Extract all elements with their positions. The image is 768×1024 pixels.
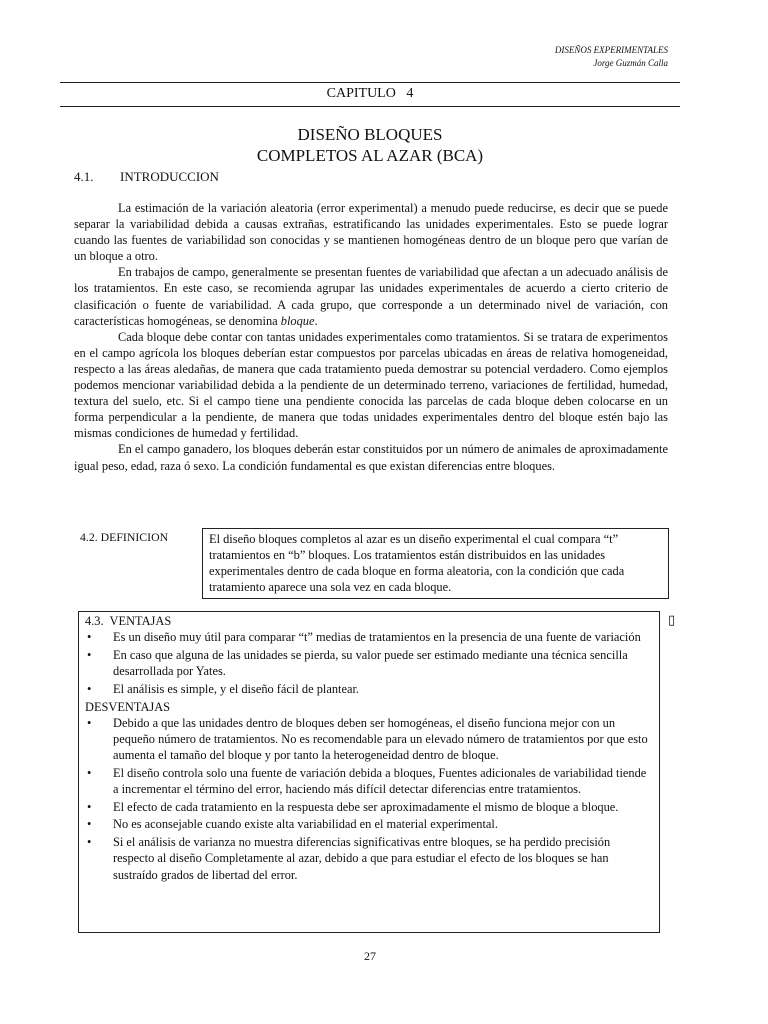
list-item-text: Debido a que las unidades dentro de bloques deben ser homogéneas, el diseño funciona mejor con un pequeño número de tratamientos. No es recomendable para un elevado número de tratamientos por que esto aumenta el tamaño del bloque y por tanto la heterogeneidad dentro de bloque. <box>113 715 648 763</box>
title-line-2: COMPLETOS AL AZAR (BCA) <box>256 146 484 165</box>
desventajas-heading: DESVENTAJAS <box>85 699 171 714</box>
list-item <box>85 715 653 764</box>
list-item-text: No es aconsejable cuando existe alta variabilidad en el material experimental. <box>113 817 498 832</box>
running-head-author: Jorge Guzmán Calla <box>593 58 668 68</box>
running-head-title: DISEÑOS EXPERIMENTALES <box>554 45 668 55</box>
list-item-text: El diseño controla solo una fuente de variación debida a bloques, Fuentes adicionales de variabilidad tiende a incrementar el término del error, haciendo más difícil detectar diferencias entre tratamientos. <box>113 765 647 797</box>
section-title: INTRODUCCION <box>120 169 219 184</box>
intro-paragraph-3: Cada bloque debe contar con tantas unidades experimentales como tratamientos. Si se tratara de experimentos en el campo agrícola los bloques deberían estar compuestos por parcelas ubicadas en áreas de relativa homogeneidad, respecto a las áreas aledañas, de manera que cada tratamiento pueda demostrar su potencial verdadero. Como ejemplos podemos mencionar variabilidad debida a la pendiente de un determinado terreno, variaciones de fertilidad, humedad, textura del suelo, etc. Si el campo tiene una pendiente conocida las parcelas de cada bloque deben colocarse en un forma perpendicular a la pendiente, de manera que todas unidades experimentales dentro del bloque estén bajo las mismas condiciones de humedad y fertilidad. <box>74 329 668 441</box>
intro-paragraph-2-text: En trabajos de campo, generalmente se presentan fuentes de variabilidad que afectan a un adecuado análisis de los tratamientos. En este caso, se recomienda agrupar las unidades experimentales de acuerdo a cierto criterio de clasificación o fuente de variabilidad. A cada grupo, que corresponde a un determinado nivel de variación, con características homogéneas, se denomina <box>74 265 668 328</box>
chapter-rule <box>60 106 680 107</box>
list-item-text: Si el análisis de varianza no muestra diferencias significativas entre bloques, se ha perdido precisión respecto al diseño Completamente al azar, debido a que para estudiar el efecto de los bloques se han sustraído grados de libertad del error. <box>113 835 611 882</box>
list-item <box>85 799 653 815</box>
section-number: 4.1. <box>74 169 94 184</box>
bullet-icon: • <box>87 817 92 832</box>
bullet-icon: • <box>87 681 92 696</box>
top-rule <box>60 82 680 83</box>
bullet-icon: • <box>87 765 92 780</box>
ventajas-box <box>78 611 660 933</box>
chapter-heading: CAPITULO 4 <box>326 86 414 101</box>
list-item <box>85 629 653 645</box>
list-item <box>85 816 653 832</box>
section-heading-introduccion <box>74 169 219 185</box>
bullet-icon: • <box>87 799 92 814</box>
list-item-text: Es un diseño muy útil para comparar “t” medias de tratamientos en la presencia de una fuente de variación <box>113 630 641 645</box>
ventajas-list <box>85 629 653 697</box>
list-item <box>85 681 653 697</box>
placeholder-box-icon: ▯ <box>668 612 676 627</box>
page-title <box>60 124 680 166</box>
page-number: 27 <box>364 949 376 963</box>
running-head <box>555 44 668 70</box>
definition-label: 4.2. DEFINICION <box>80 530 169 544</box>
intro-paragraph-2-end: . <box>314 313 318 328</box>
bullet-icon: • <box>87 630 92 645</box>
ventajas-heading: 4.3. VENTAJAS <box>85 614 172 628</box>
bullet-icon: • <box>87 715 92 730</box>
bullet-icon: • <box>87 647 92 662</box>
list-item <box>85 765 653 797</box>
list-item <box>85 834 653 883</box>
list-item <box>85 647 653 679</box>
bullet-icon: • <box>87 835 92 850</box>
definition-box: El diseño bloques completos al azar es un diseño experimental el cual compara “t” tratamientos en “b” bloques. Los tratamientos están distribuidos en las unidades experimentales dentro de cada bloque en forma aleatoria, con la condición que cada tratamiento aparece una sola vez en cada bloque. <box>202 528 669 599</box>
list-item-text: En caso que alguna de las unidades se pierda, su valor puede ser estimado mediante una técnica sencilla desarrollada por Yates. <box>113 647 628 679</box>
term-bloque: bloque <box>280 313 315 328</box>
intro-paragraph-2 <box>74 264 668 328</box>
desventajas-list <box>85 715 653 883</box>
intro-paragraph-1: La estimación de la variación aleatoria (error experimental) a menudo puede reducirse, es decir que se puede separar la variabilidad debida a causas extrañas, estratificando las unidades experimentales. Esto se puede lograr cuando las fuentes de variabilidad son conocidas y se mantienen homogéneas dentro de un bloque pero que varían de un bloque a otro. <box>74 201 668 264</box>
introduction-text <box>74 200 668 474</box>
list-item-text: El efecto de cada tratamiento en la respuesta debe ser aproximadamente el mismo de bloque a bloque. <box>113 799 619 814</box>
intro-paragraph-4: En el campo ganadero, los bloques deberán estar constituidos por un número de animales de aproximadamente igual peso, edad, raza ó sexo. La condición fundamental es que existan diferencias entre bloques. <box>74 442 668 473</box>
list-item-text: El análisis es simple, y el diseño fácil de plantear. <box>113 681 360 696</box>
title-line-1: DISEÑO BLOQUES <box>297 125 443 144</box>
